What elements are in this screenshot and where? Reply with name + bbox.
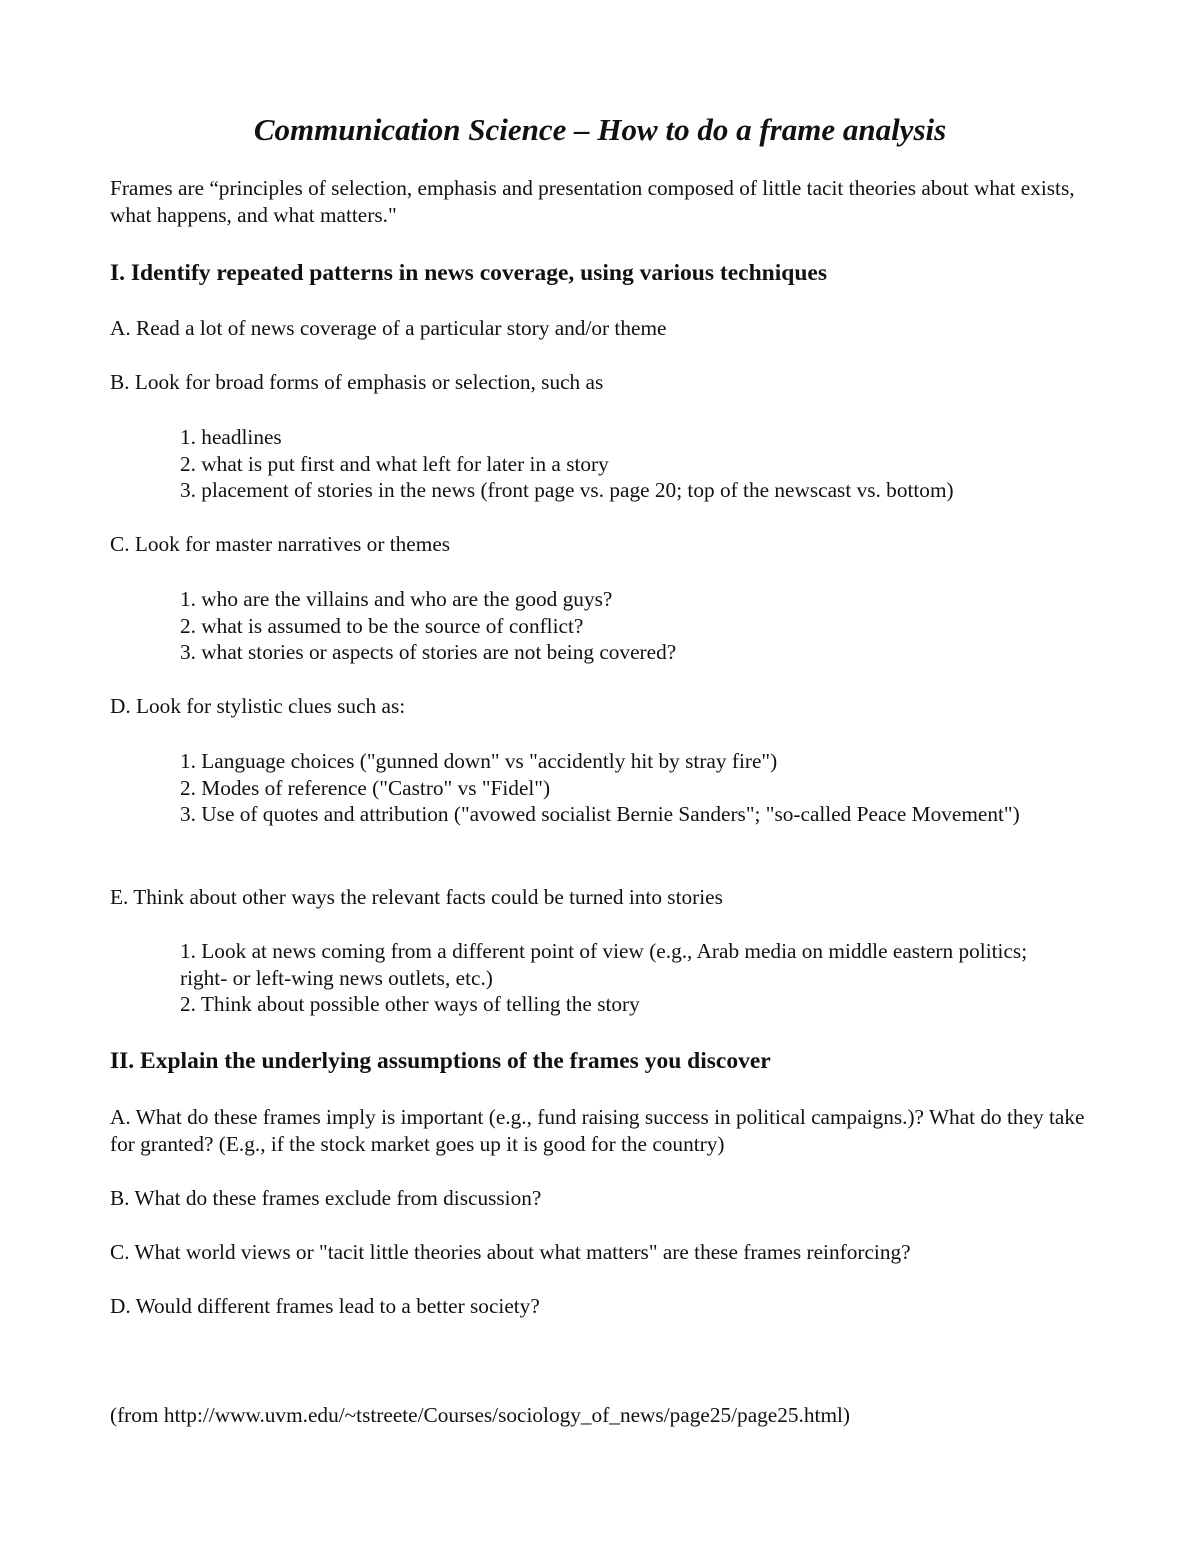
list-item: 1. Look at news coming from a different point of view (e.g., Arab media on middle eastern politics; right- or left-wing news outlets, etc.) <box>180 939 1028 990</box>
list-item: 2. what is put first and what left for later in a story <box>180 451 609 476</box>
list-item: 1. headlines <box>180 425 282 449</box>
section-1-heading: I. Identify repeated patterns in news coverage, using various techniques <box>110 260 827 286</box>
section-1-c-list <box>180 586 1060 666</box>
section-1-item-e: E. Think about other ways the relevant facts could be turned into stories <box>110 885 723 909</box>
list-item: 3. Use of quotes and attribution ("avowed socialist Bernie Sanders"; "so-called Peace Movement") <box>180 802 1020 827</box>
list-item: 3. placement of stories in the news (front page vs. page 20; top of the newscast vs. bottom) <box>180 478 954 503</box>
source-citation: (from http://www.uvm.edu/~tstreete/Courses/sociology_of_news/page25/page25.html) <box>110 1403 851 1427</box>
section-1-item-a: A. Read a lot of news coverage of a particular story and/or theme <box>110 316 667 340</box>
list-item: 1. who are the villains and who are the good guys? <box>180 587 613 611</box>
section-1-item-d: D. Look for stylistic clues such as: <box>110 694 406 718</box>
section-2-item-d: D. Would different frames lead to a better society? <box>110 1294 540 1318</box>
list-item: 2. Modes of reference ("Castro" vs "Fidel") <box>180 775 551 800</box>
section-1-d-list <box>180 748 1060 828</box>
intro-paragraph: Frames are “principles of selection, emphasis and presentation composed of little tacit theories about what exists, what happens, and what matters." <box>110 176 1075 227</box>
section-1-item-b: B. Look for broad forms of emphasis or selection, such as <box>110 370 604 394</box>
section-2-heading: II. Explain the underlying assumptions of the frames you discover <box>110 1048 771 1074</box>
section-2-item-c: C. What world views or "tacit little theories about what matters" are these frames reinforcing? <box>110 1240 911 1264</box>
list-item: 2. Think about possible other ways of telling the story <box>180 992 640 1017</box>
list-item: 2. what is assumed to be the source of conflict? <box>180 613 584 638</box>
section-2-item-a: A. What do these frames imply is important (e.g., fund raising success in political campaigns.)? What do they take for granted? (E.g., if the stock market goes up it is good for the country) <box>110 1105 1085 1156</box>
document-title: Communication Science – How to do a frame analysis <box>253 112 947 147</box>
section-1-b-list <box>180 424 1060 504</box>
section-2-item-b: B. What do these frames exclude from discussion? <box>110 1186 542 1210</box>
section-1-e-list <box>180 938 1060 1018</box>
list-item: 3. what stories or aspects of stories are not being covered? <box>180 640 677 665</box>
section-1-item-c: C. Look for master narratives or themes <box>110 532 451 556</box>
list-item: 1. Language choices ("gunned down" vs "accidently hit by stray fire") <box>180 749 778 773</box>
